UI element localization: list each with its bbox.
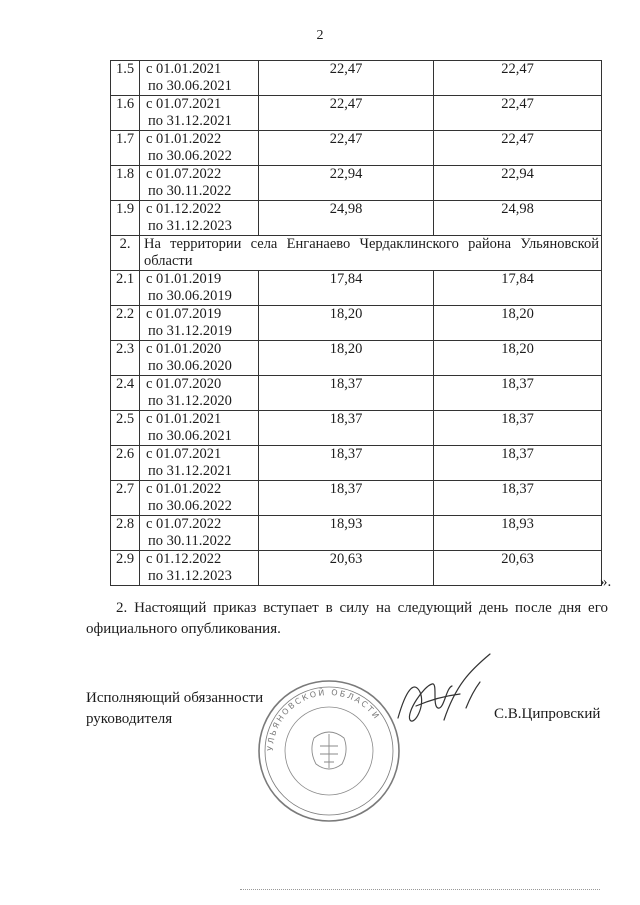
period-to: по 31.12.2021 [148,463,232,479]
tariff-value-vat: 18,37 [434,376,602,411]
period-cell [140,376,259,411]
period-from: с 01.01.2019 [146,271,222,287]
table-row [111,61,602,96]
period-cell [140,271,259,306]
tariff-value: 18,37 [259,376,434,411]
table-row [111,201,602,236]
period-cell [140,551,259,586]
tariff-value-vat: 18,20 [434,341,602,376]
period-cell [140,516,259,551]
row-number: 2.5 [111,411,140,446]
tariff-value: 20,63 [259,551,434,586]
row-number: 2.8 [111,516,140,551]
table-row [111,411,602,446]
period-to: по 30.06.2021 [148,78,232,94]
period-to: по 30.06.2022 [148,498,232,514]
row-number: 1.7 [111,131,140,166]
table-row [111,166,602,201]
period-from: с 01.01.2022 [146,131,222,147]
tariff-value-vat: 20,63 [434,551,602,586]
period-to: по 30.11.2022 [148,533,232,549]
tariff-table [110,60,602,586]
table-row [111,551,602,586]
tariff-value: 22,47 [259,96,434,131]
period-cell [140,411,259,446]
page-number: 2 [316,28,324,43]
period-from: с 01.07.2021 [146,446,222,462]
signer-title-line1: Исполняющий обязанности [86,690,264,706]
period-to: по 31.12.2021 [148,113,232,129]
table-row [111,271,602,306]
period-from: с 01.07.2019 [146,306,222,322]
svg-text:УЛЬЯНОВСКОЙ ОБЛАСТИ [266,686,382,751]
seal-text: УЛЬЯНОВСКОЙ ОБЛАСТИ [265,687,382,752]
period-from: с 01.01.2020 [146,341,222,357]
table-row [111,341,602,376]
row-number: 2. [111,236,140,271]
period-cell [140,341,259,376]
tariff-value: 18,37 [259,446,434,481]
period-from: с 01.12.2022 [146,551,222,567]
period-from: с 01.07.2020 [146,376,222,392]
period-to: по 30.06.2020 [148,358,232,374]
footer-rule [240,889,600,890]
table-row [111,446,602,481]
period-to: по 30.06.2019 [148,288,232,304]
period-to: по 31.12.2019 [148,323,232,339]
tariff-value-vat: 22,47 [434,131,602,166]
row-number: 2.2 [111,306,140,341]
table-section-row [111,236,602,271]
period-from: с 01.01.2021 [146,411,222,427]
tariff-value-vat: 18,37 [434,446,602,481]
tariff-value-vat: 22,94 [434,166,602,201]
tariff-value: 22,47 [259,131,434,166]
table-row [111,376,602,411]
tariff-value: 22,94 [259,166,434,201]
tariff-table-body [111,61,602,586]
row-number: 1.8 [111,166,140,201]
table-row [111,131,602,166]
tariff-value: 24,98 [259,201,434,236]
table-row [111,96,602,131]
period-from: с 01.01.2022 [146,481,222,497]
row-number: 2.7 [111,481,140,516]
period-to: по 31.12.2020 [148,393,232,409]
period-cell [140,201,259,236]
row-number: 2.4 [111,376,140,411]
period-from: с 01.07.2022 [146,516,222,532]
tariff-value: 18,93 [259,516,434,551]
table-row [111,516,602,551]
row-number: 2.6 [111,446,140,481]
tariff-value: 22,47 [259,61,434,96]
tariff-value-vat: 22,47 [434,96,602,131]
tariff-value-vat: 18,93 [434,516,602,551]
tariff-value-vat: 18,20 [434,306,602,341]
tariff-value-vat: 18,37 [434,411,602,446]
row-number: 2.3 [111,341,140,376]
signer-title [86,688,263,730]
period-cell [140,446,259,481]
period-cell [140,166,259,201]
row-number: 2.1 [111,271,140,306]
signer-title-line2: руководителя [86,711,173,727]
tariff-value-vat: 18,37 [434,481,602,516]
tariff-value-vat: 17,84 [434,271,602,306]
period-to: по 31.12.2023 [148,568,232,584]
tariff-value: 18,20 [259,306,434,341]
tariff-value: 18,20 [259,341,434,376]
effective-date-paragraph: 2. Настоящий приказ вступает в силу на следующий день после дня его официального опубликования. [86,600,608,637]
section-title: На территории села Енганаево Чердаклинского района Ульяновской области [140,236,602,271]
period-cell [140,481,259,516]
period-to: по 30.06.2022 [148,148,232,164]
row-number: 1.9 [111,201,140,236]
period-to: по 31.12.2023 [148,218,232,234]
table-row [111,306,602,341]
period-cell [140,306,259,341]
table-row [111,481,602,516]
period-from: с 01.07.2022 [146,166,222,182]
tariff-value: 18,37 [259,411,434,446]
tariff-value-vat: 24,98 [434,201,602,236]
tariff-value-vat: 22,47 [434,61,602,96]
tariff-value: 17,84 [259,271,434,306]
tariff-value: 18,37 [259,481,434,516]
closing-quote: ». [600,574,612,590]
period-from: с 01.01.2021 [146,61,222,77]
period-to: по 30.06.2021 [148,428,232,444]
period-cell [140,131,259,166]
period-from: с 01.12.2022 [146,201,222,217]
period-from: с 01.07.2021 [146,96,222,112]
row-number: 1.6 [111,96,140,131]
handwritten-signature-icon [380,650,500,740]
period-cell [140,61,259,96]
period-cell [140,96,259,131]
signer-name: С.В.Ципровский [494,706,601,722]
period-to: по 30.11.2022 [148,183,232,199]
row-number: 2.9 [111,551,140,586]
row-number: 1.5 [111,61,140,96]
